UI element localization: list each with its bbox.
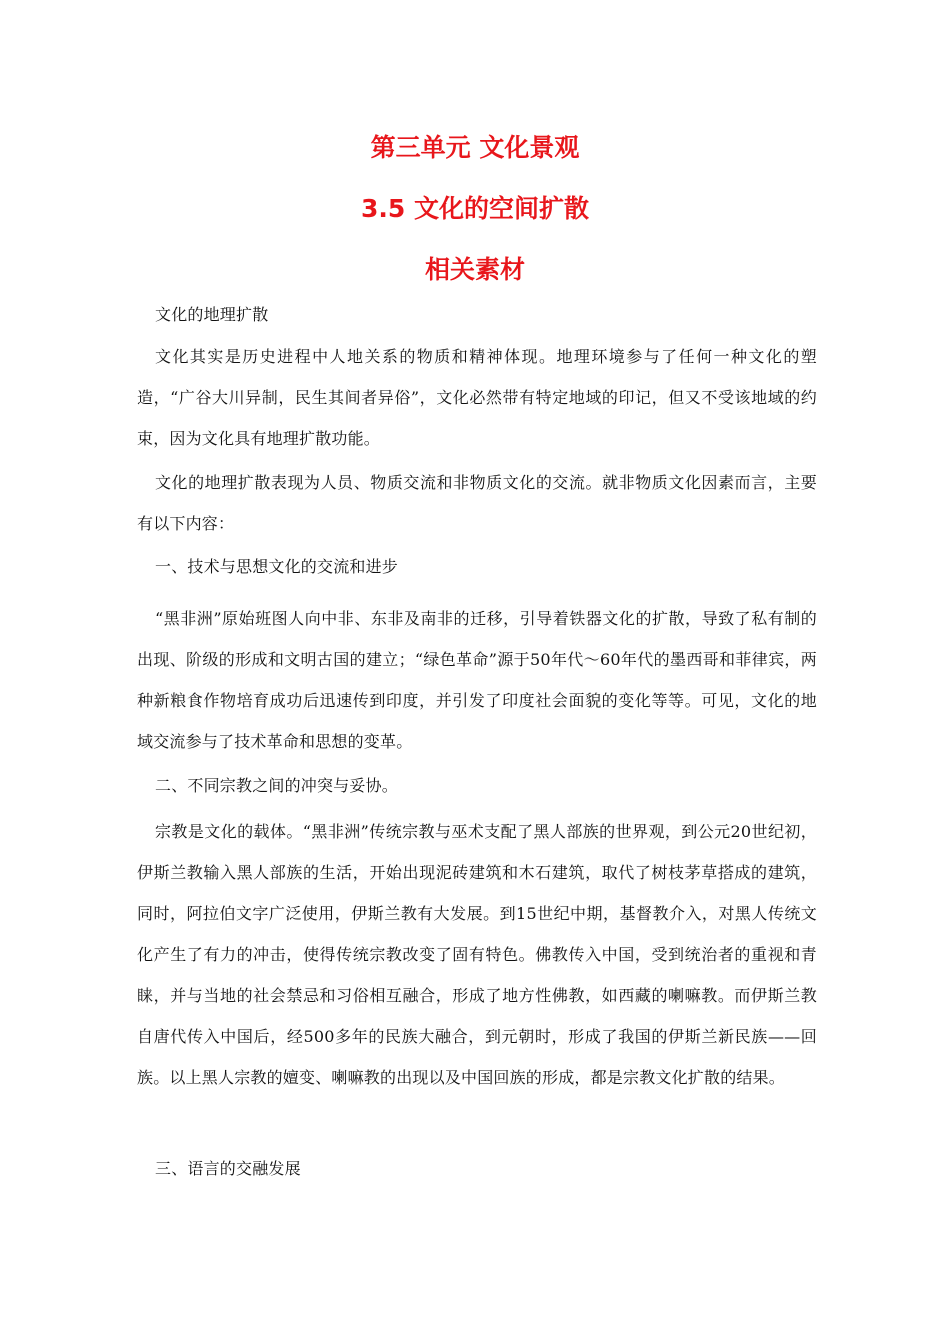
main-heading: 文化的地理扩散 — [155, 305, 269, 324]
unit-title: 第三单元 文化景观 — [370, 133, 580, 162]
section-paragraph-2: 宗教是文化的载体。“黑非洲”传统宗教与巫术支配了黑人部族的世界观，到公元20世纪初，伊斯兰教输入黑人部族的生活，开始出现泥砖建筑和木石建筑，取代了树枝茅草搭成的建筑，同时，阿拉伯文字广泛使用，伊斯兰教有大发展。到15世纪中期，基督教介入，对黑人传统文化产生了有力的冲击，使得传统宗教改变了固有特色。佛教传入中国，受到统治者的重视和青睐，并与当地的社会禁忌和习俗相互融合，形成了地方性佛教，如西藏的喇嘛教。而伊斯兰教自唐代传入中国后，经500多年的民族大融合，到元朝时，形成了我国的伊斯兰新民族——回族。以上黑人宗教的嬗变、喇嘛教的出现以及中国回族的形成，都是宗教文化扩散的结果。 — [137, 822, 817, 1087]
section-title: 3.5 文化的空间扩散 — [361, 194, 589, 223]
section-heading-3: 三、语言的交融发展 — [155, 1159, 301, 1178]
subtitle: 相关素材 — [424, 255, 525, 284]
intro-paragraph: 文化其实是历史进程中人地关系的物质和精神体现。地理环境参与了任何一种文化的塑造，“广谷大川异制，民生其间者异俗”，文化必然带有特定地域的印记，但又不受该地域的约束，因为文化具有地理扩散功能。 — [137, 347, 817, 448]
section-heading-2: 二、不同宗教之间的冲突与妥协。 — [155, 776, 399, 795]
section-heading-1: 一、技术与思想文化的交流和进步 — [155, 557, 399, 576]
section-paragraph-1: “黑非洲”原始班图人向中非、东非及南非的迁移，引导着铁器文化的扩散，导致了私有制的出现、阶级的形成和文明古国的建立；“绿色革命”源于50年代～60年代的墨西哥和菲律宾，两种新粮食作物培育成功后迅速传到印度，并引发了印度社会面貌的变化等等。可见，文化的地域交流参与了技术革命和思想的变革。 — [137, 609, 817, 751]
forms-paragraph: 文化的地理扩散表现为人员、物质交流和非物质文化的交流。就非物质文化因素而言，主要有以下内容： — [137, 473, 817, 533]
